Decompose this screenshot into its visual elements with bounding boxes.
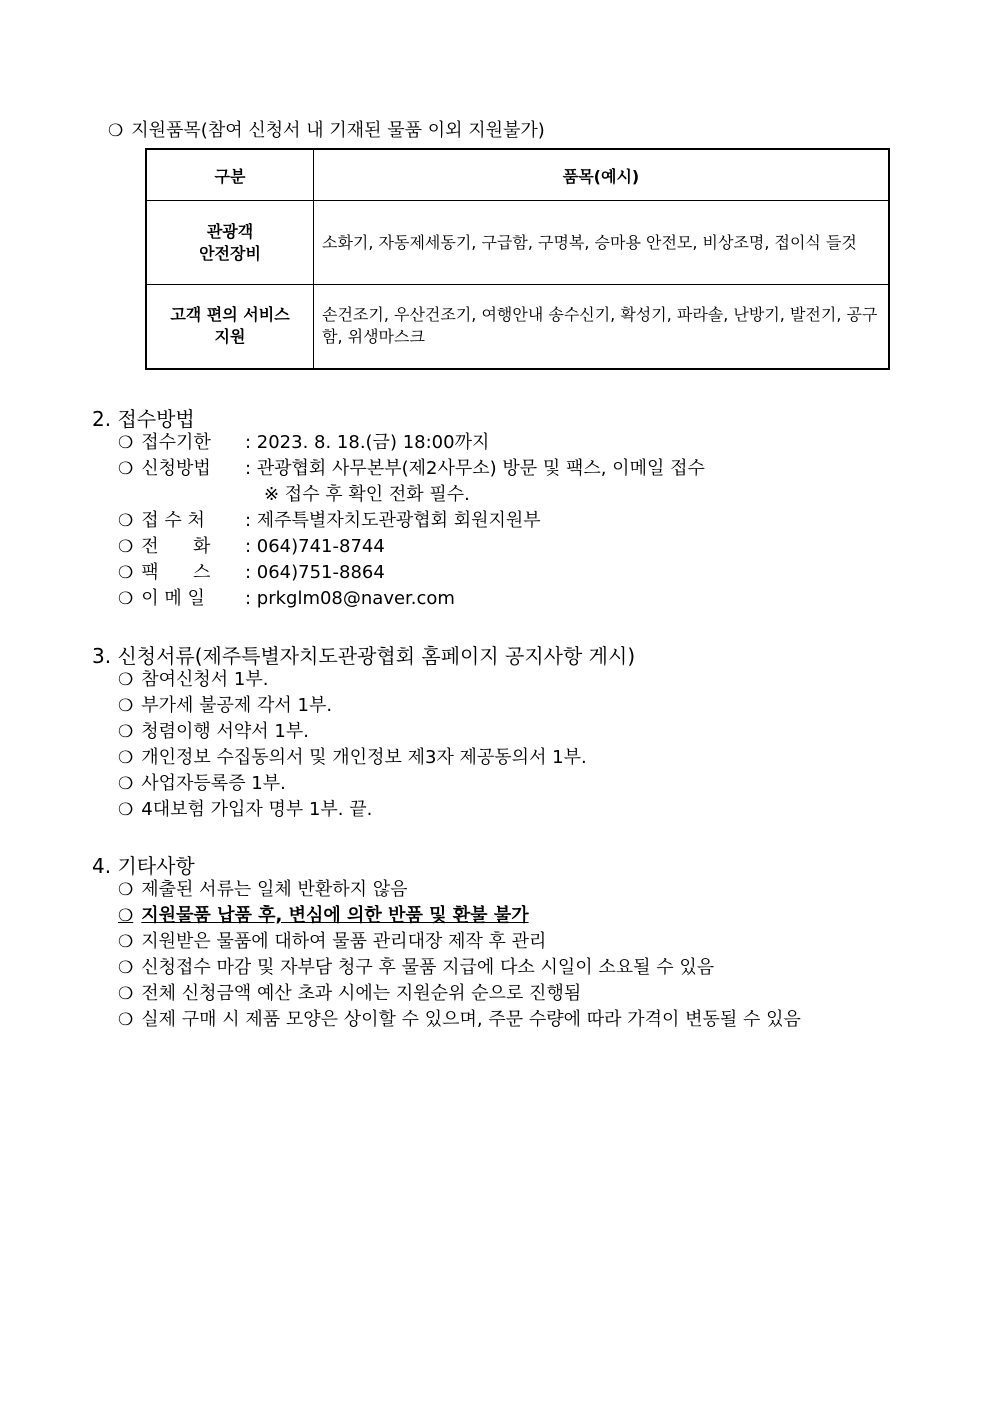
item-text: 전체 신청금액 예산 초과 시에는 지원순위 순으로 진행됨 xyxy=(141,983,582,1004)
row-items: 손건조기, 우산건조기, 여행안내 송수신기, 확성기, 파라솔, 난방기, 발전기, 공구함, 위생마스크 xyxy=(314,285,890,369)
list-item xyxy=(118,586,455,612)
item-text: 4대보험 가입자 명부 1부. 끝. xyxy=(141,799,373,820)
item-text: 신청접수 마감 및 자부담 청구 후 물품 지급에 다소 시일이 소요될 수 있음 xyxy=(141,957,715,978)
item-text: 부가세 불공제 각서 1부. xyxy=(141,695,333,716)
section-3-title: 3. 신청서류(제주특별자치도관광협회 홈페이지 공지사항 게시) xyxy=(92,644,636,668)
item-note: ※ 접수 후 확인 전화 필수. xyxy=(264,484,470,505)
list-item xyxy=(118,534,385,560)
list-item xyxy=(118,456,705,482)
bullet-icon: ❍ xyxy=(118,932,134,952)
list-item xyxy=(118,719,309,745)
bullet-icon: ❍ xyxy=(118,800,134,820)
bullet-icon: ❍ xyxy=(118,589,134,609)
row-category xyxy=(146,201,314,285)
list-item xyxy=(118,508,541,534)
row-category xyxy=(146,285,314,369)
list-item xyxy=(118,797,372,823)
item-text: 개인정보 수집동의서 및 개인정보 제3자 제공동의서 1부. xyxy=(141,747,587,768)
bullet-icon: ❍ xyxy=(118,774,134,794)
intro-text: 지원품목(참여 신청서 내 기재된 물품 이외 지원불가) xyxy=(131,120,545,141)
item-value: 064)741-8744 xyxy=(256,536,385,557)
item-value: 2023. 8. 18.(금) 18:00까지 xyxy=(256,432,490,453)
list-item xyxy=(118,903,529,929)
row-items: 소화기, 자동제세동기, 구급함, 구명복, 승마용 안전모, 비상조명, 접이식 들것 xyxy=(314,201,890,285)
list-item xyxy=(118,745,587,771)
table-row xyxy=(146,285,889,369)
section-4-title: 4. 기타사항 xyxy=(92,854,195,878)
list-item xyxy=(118,981,581,1007)
separator: : xyxy=(239,536,257,557)
item-text: 제출된 서류는 일체 반환하지 않음 xyxy=(141,879,408,900)
bullet-icon: ❍ xyxy=(118,906,134,926)
bullet-icon: ❍ xyxy=(118,511,134,531)
list-item xyxy=(118,482,470,508)
list-item xyxy=(118,430,489,456)
bullet-icon: ❍ xyxy=(118,722,134,742)
item-label: 팩 스 xyxy=(141,562,211,583)
bullet-icon: ❍ xyxy=(108,121,124,141)
header-items: 품목(예시) xyxy=(314,149,890,201)
list-item xyxy=(118,560,385,586)
item-label: 이 메 일 xyxy=(141,588,205,609)
item-text: 지원물품 납품 후, 변심에 의한 반품 및 환불 불가 xyxy=(141,905,529,926)
bullet-icon: ❍ xyxy=(118,537,134,557)
item-value: 관광협회 사무본부(제2사무소) 방문 및 팩스, 이메일 접수 xyxy=(256,458,705,479)
item-label: 접수기한 xyxy=(141,432,211,453)
table-row xyxy=(146,201,889,285)
item-label: 신청방법 xyxy=(141,458,211,479)
category-line: 안전장비 xyxy=(199,243,261,263)
item-value: prkglm08@naver.com xyxy=(256,588,455,609)
section-2-title: 2. 접수방법 xyxy=(92,407,195,431)
category-line: 관광객 xyxy=(206,221,254,241)
separator: : xyxy=(239,432,257,453)
category-line: 고객 편의 서비스 xyxy=(170,305,290,325)
separator: : xyxy=(239,562,257,583)
bullet-icon: ❍ xyxy=(118,459,134,479)
bullet-icon: ❍ xyxy=(118,958,134,978)
bullet-icon: ❍ xyxy=(118,696,134,716)
bullet-icon: ❍ xyxy=(118,748,134,768)
bullet-icon: ❍ xyxy=(118,1010,134,1030)
list-item xyxy=(118,929,546,955)
bullet-icon: ❍ xyxy=(118,563,134,583)
bullet-icon: ❍ xyxy=(118,433,134,453)
list-item xyxy=(118,955,714,981)
bullet-icon: ❍ xyxy=(118,670,134,690)
item-text: 실제 구매 시 제품 모양은 상이할 수 있으며, 주문 수량에 따라 가격이 변동될 수 있음 xyxy=(141,1009,801,1030)
table-header-row xyxy=(146,149,889,201)
item-text: 청렴이행 서약서 1부. xyxy=(141,721,309,742)
items-table xyxy=(145,148,890,370)
item-text: 지원받은 물품에 대하여 물품 관리대장 제작 후 관리 xyxy=(141,931,547,952)
header-category: 구분 xyxy=(146,149,314,201)
item-text: 사업자등록증 1부. xyxy=(141,773,286,794)
item-value: 064)751-8864 xyxy=(256,562,385,583)
list-item xyxy=(118,667,268,693)
bullet-icon: ❍ xyxy=(118,880,134,900)
list-item xyxy=(118,693,332,719)
separator: : xyxy=(239,588,257,609)
item-value: 제주특별자치도관광협회 회원지원부 xyxy=(256,510,541,531)
separator: : xyxy=(239,510,257,531)
list-item xyxy=(118,771,286,797)
separator: : xyxy=(239,458,257,479)
item-label: 전 화 xyxy=(141,536,211,557)
intro-line xyxy=(108,116,545,142)
list-item xyxy=(118,1007,801,1033)
item-label: 접 수 처 xyxy=(141,510,205,531)
list-item xyxy=(118,877,408,903)
item-text: 참여신청서 1부. xyxy=(141,669,269,690)
category-line: 지원 xyxy=(214,327,246,347)
bullet-icon: ❍ xyxy=(118,984,134,1004)
